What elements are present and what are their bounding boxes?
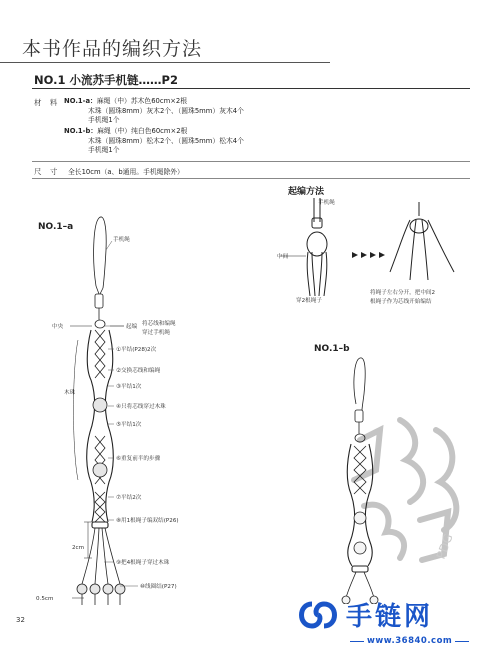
variant-b-line: 手机绳1个 bbox=[88, 146, 120, 154]
page-number: 32 bbox=[16, 616, 25, 624]
label-step-5: ⑤平结1次 bbox=[116, 422, 142, 428]
size-label: 尺 寸 bbox=[34, 167, 61, 176]
bead-small bbox=[115, 584, 125, 594]
start-through: 穿2根绳子 bbox=[296, 298, 322, 304]
diagram-b-title: NO.1–b bbox=[314, 344, 350, 354]
url-rule-left bbox=[350, 641, 364, 642]
start-method-title: 起编方法 bbox=[288, 187, 325, 197]
label-05cm: 0.5cm bbox=[36, 596, 54, 602]
bead-small bbox=[77, 584, 87, 594]
bead-small bbox=[103, 584, 113, 594]
brand-name: 手链网 bbox=[346, 602, 434, 632]
label-step-8: ⑧用1根绳子编双结(P26) bbox=[116, 518, 179, 524]
label-2cm: 2cm bbox=[72, 545, 85, 551]
title-rule bbox=[0, 62, 330, 63]
variant-b-line: 木珠（圆珠8mm）松木2个、（圆珠5mm）松木4个 bbox=[88, 136, 244, 145]
variant-b-line: 麻绳（中）纯白色60cm×2根 bbox=[97, 127, 188, 135]
label-start-note-1: 将芯线和编绳 bbox=[142, 321, 176, 327]
start-phone-strap: 手机绳 bbox=[318, 200, 335, 206]
label-start: 起编 bbox=[126, 324, 138, 330]
label-step-2: ②交换芯线和编绳 bbox=[116, 368, 161, 374]
start-note-1: 将绳子左右分开，把中间2 bbox=[370, 290, 436, 296]
seal-text: PDG bbox=[433, 532, 456, 562]
diagram-a-drawing bbox=[0, 200, 260, 620]
materials-divider bbox=[32, 161, 470, 162]
variant-a-line: 麻绳（中）苏木色60cm×2根 bbox=[96, 97, 188, 105]
bead-large bbox=[93, 398, 107, 412]
brand-url-row bbox=[350, 636, 469, 646]
section-rule bbox=[32, 88, 470, 89]
label-center: 中央 bbox=[52, 324, 64, 330]
label-step-3: ③平结1次 bbox=[116, 384, 142, 390]
page-title: 本书作品的编织方法 bbox=[22, 38, 203, 60]
start-middle: 中间 bbox=[277, 254, 289, 260]
start-note-2: 根绳子作为芯线开始编结 bbox=[370, 299, 432, 305]
label-step-10: ⑩线圈结(P27) bbox=[140, 584, 177, 590]
brand-logo-icon bbox=[294, 598, 342, 632]
variant-a-line: 手机绳1个 bbox=[88, 116, 120, 124]
materials-label: 材 料 bbox=[34, 98, 61, 107]
label-step-1: ①平结(P28)2次 bbox=[116, 347, 157, 353]
bead-small bbox=[90, 584, 100, 594]
label-step-4: ④只将芯线穿过木珠 bbox=[116, 404, 166, 410]
materials-variant-b bbox=[64, 127, 244, 156]
diagram-b-drawing bbox=[320, 354, 400, 604]
label-phone-strap: 手机绳 bbox=[113, 237, 130, 243]
label-step-9: ⑨把4根绳子穿过木珠 bbox=[116, 560, 170, 566]
label-step-6: ⑥重复前半的步骤 bbox=[116, 456, 161, 462]
label-step-7: ⑦平结2次 bbox=[116, 495, 142, 501]
variant-a-head: NO.1-a： bbox=[64, 97, 97, 105]
bead-large bbox=[93, 463, 107, 477]
variant-b-head: NO.1-b： bbox=[64, 127, 98, 135]
label-bead: 木珠 bbox=[64, 390, 76, 396]
size-text: 全长10cm（a、b通用。手机绳除外） bbox=[68, 168, 184, 176]
label-start-note-2: 穿过手机绳 bbox=[142, 330, 170, 336]
section-title: NO.1 小流苏手机链……P2 bbox=[34, 73, 178, 87]
diagram-a-title: NO.1–a bbox=[38, 222, 74, 232]
size-divider bbox=[32, 178, 470, 179]
materials-variant-a bbox=[64, 97, 244, 126]
variant-a-line: 木珠（圆珠8mm）灰木2个、（圆珠5mm）灰木4个 bbox=[88, 106, 244, 115]
brand-url: www.36840.com bbox=[367, 636, 453, 646]
strap-loop bbox=[94, 217, 107, 288]
url-rule-right bbox=[455, 641, 469, 642]
brand-watermark bbox=[294, 596, 433, 633]
